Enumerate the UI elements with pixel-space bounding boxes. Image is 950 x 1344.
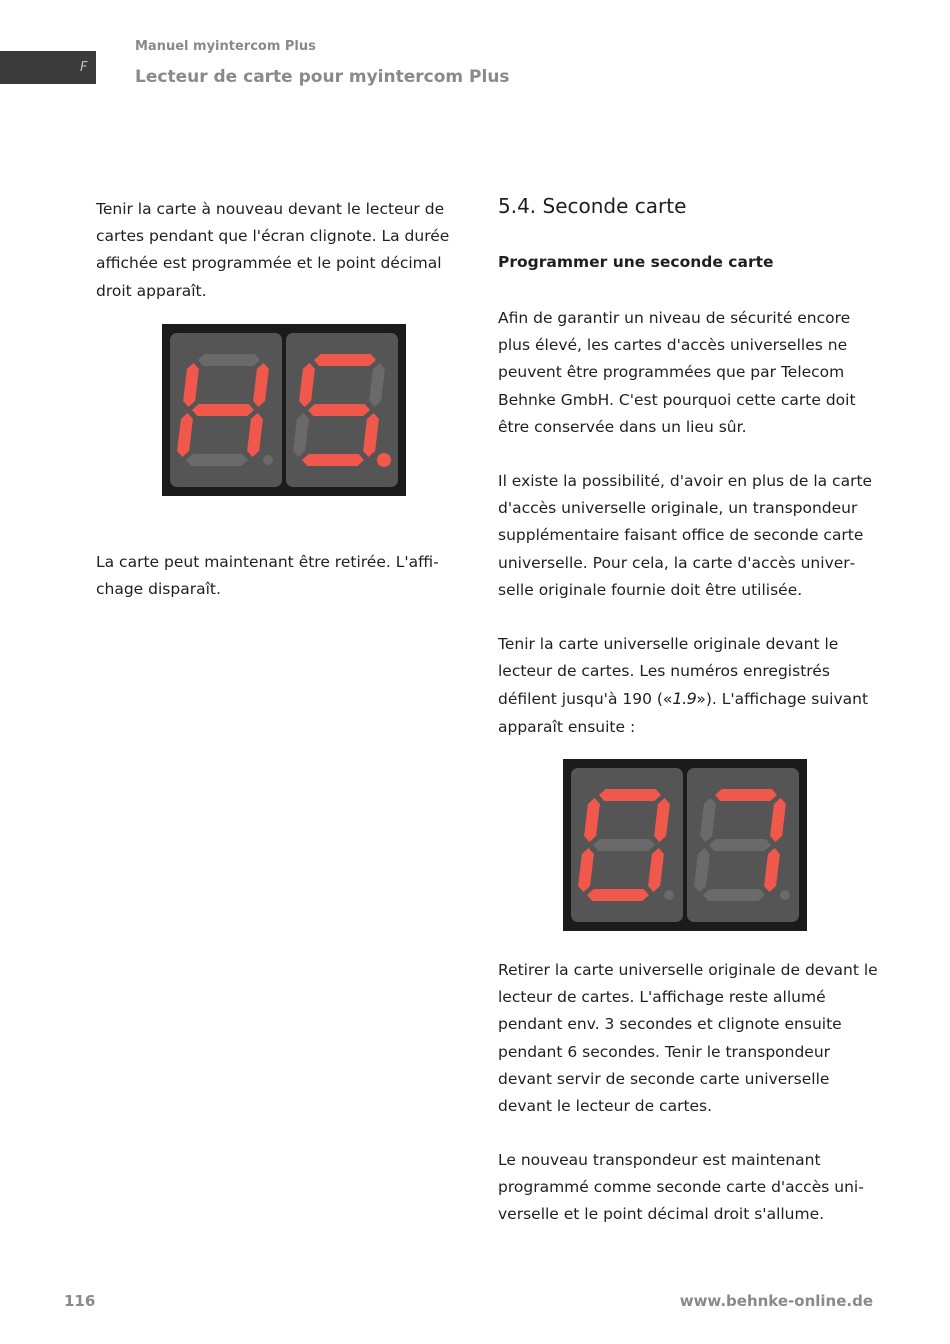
left-paragraph-1: Tenir la carte à nouveau devant le lecteur de cartes pendant que l'écran clignote. La durée affichée est programmée et le point décimal droit apparaît.: [96, 200, 450, 300]
decimal-point: [780, 890, 790, 900]
segment-d: [703, 889, 765, 901]
chapter-title: Lecteur de carte pour myintercom Plus: [135, 67, 510, 87]
left-paragraph-1-block: [96, 196, 452, 305]
seven-segment-display-07: [563, 759, 807, 931]
segment-a: [314, 354, 376, 366]
segment-g: [192, 404, 254, 416]
segment-g: [593, 839, 655, 851]
right-paragraph-3: [498, 631, 878, 741]
segment-a: [599, 789, 661, 801]
paragraph-3-text-before: Tenir la carte universelle originale devant le lecteur de cartes. Les numéros enregistrés défilent jusqu'à 190 («: [498, 635, 839, 709]
right-paragraph-5: Le nouveau transpondeur est maintenant programmé comme seconde carte d'accès universelle et le point décimal droit s'allume.: [498, 1151, 864, 1224]
segment-d: [302, 454, 364, 466]
segment-g: [709, 839, 771, 851]
right-paragraph-2: Il existe la possibilité, d'avoir en plus de la carte d'accès universelle originale, un transpondeur supplémentaire faisant office de seconde carte universelle. Pour cela, la carte d'accès universelle originale fournie doit être utilisée.: [498, 472, 873, 599]
page-number: 116: [64, 1292, 96, 1310]
right-paragraph-5-block: [498, 1147, 878, 1229]
left-paragraph-2: La carte peut maintenant être retirée. L'affichage disparaît.: [96, 553, 439, 599]
paragraph-3-text-after: »). L'affichage suivant apparaît ensuite :: [498, 690, 869, 736]
seven-segment-display-h5: [162, 324, 406, 496]
language-tab: F: [0, 51, 96, 84]
section-heading: 5.4. Seconde carte: [498, 194, 687, 218]
right-paragraph-1: Afin de garantir un niveau de sécurité encore plus élevé, les cartes d'accès universelles ne peuvent être programmées que par Telecom Behnke GmbH. C'est pourquoi cette carte doit être conservée dans un lieu sûr.: [498, 309, 856, 436]
right-paragraph-2-block: [498, 468, 878, 604]
segment-d: [587, 889, 649, 901]
left-paragraph-2-block: [96, 549, 452, 603]
segment-d: [186, 454, 248, 466]
decimal-point: [664, 890, 674, 900]
right-paragraph-4: Retirer la carte universelle originale de devant le lecteur de cartes. L'affichage reste allumé pendant env. 3 secondes et clignote ensuite pendant 6 secondes. Tenir le transpondeur devant servir de seconde carte universelle devant le lecteur de cartes.: [498, 961, 878, 1116]
segment-a: [198, 354, 260, 366]
segment-g: [308, 404, 370, 416]
manual-subtitle: Manuel myintercom Plus: [135, 39, 316, 54]
subheading: Programmer une seconde carte: [498, 253, 774, 271]
inline-display-value: 1.9: [672, 689, 697, 709]
right-paragraph-3-block: [498, 631, 878, 741]
right-paragraph-4-block: [498, 957, 878, 1120]
segment-a: [715, 789, 777, 801]
decimal-point: [263, 455, 273, 465]
footer-url: www.behnke-online.de: [679, 1292, 873, 1310]
right-paragraph-1-block: [498, 305, 878, 441]
decimal-point: [377, 453, 391, 467]
